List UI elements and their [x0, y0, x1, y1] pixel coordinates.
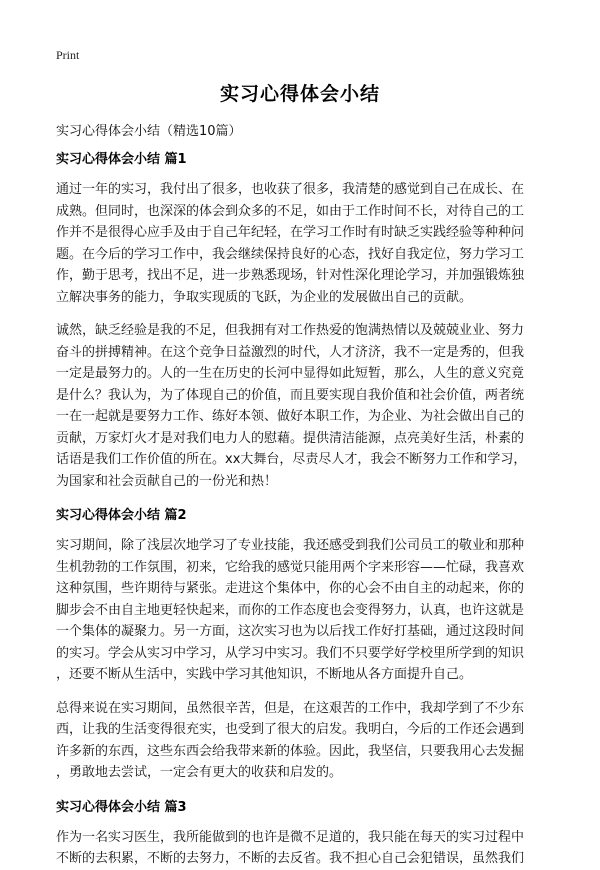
paragraph-line: 实习期间，除了浅层次地学习了专业技能，我还感受到我们公司员工的敬业和那种 [56, 538, 525, 553]
paragraph-line: 成熟。但同时，也深深的体会到众多的不足，如由于工作时间不长，对待自己的工 [56, 203, 525, 219]
page-title: 实习心得体会小结 [219, 83, 380, 105]
paragraph-line: 贡献，万家灯火才是对我们电力人的慰藉。提供清洁能源，点亮美好生活，朴素的 [56, 430, 525, 446]
print-link[interactable]: Print [56, 48, 80, 62]
paragraph-line: 作并不是很得心应手及由于自己年纪轻，在学习工作时有时缺乏实践经验等种种问 [56, 225, 525, 240]
paragraph-line: 许多新的东西，这些东西会给我带来新的体验。因此，我坚信，只要我用心去发掘 [56, 743, 525, 759]
paragraph-line: 立解决事务的能力，争取实现质的飞跃，为企业的发展做出自己的贡献。 [56, 289, 473, 305]
paragraph [56, 535, 546, 686]
paragraph-line: 不断的去积累，不断的去努力，不断的去反省。我不担心自己会犯错误，虽然我们 [56, 851, 525, 866]
paragraph-line: 一个集体的凝聚力。另一方面，这次实习也为以后找工作好打基础，通过这段时间 [56, 624, 525, 639]
paragraph-line: ，还要不断从生活中，实践中学习其他知识，不断地从各方面提升自己。 [56, 667, 473, 682]
paragraph [56, 320, 546, 492]
paragraph-line: 通过一年的实习，我付出了很多，也收获了很多，我清楚的感觉到自己在成长、在 [56, 182, 525, 197]
paragraph-line: 总得来说在实习期间，虽然很辛苦，但是，在这艰苦的工作中，我却学到了不少东 [56, 700, 525, 716]
paragraph-line: 一定是最努力的。人的一生在历史的长河中显得如此短暂，那么，人生的意义究竟 [56, 366, 525, 381]
paragraph-line: 脚步会不由自主地更轻快起来，而你的工作态度也会变得努力，认真，也许这就是 [56, 602, 525, 618]
paragraph-line: 西，让我的生活变得很充实，也受到了很大的启发。我明白，今后的工作还会遇到 [56, 722, 525, 737]
section-heading: 实习心得体会小结 篇2 [56, 508, 187, 523]
paragraph [56, 827, 546, 870]
document-subtitle: 实习心得体会小结（精选10篇） [56, 124, 242, 139]
paragraph-line: 题。在今后的学习工作中，我会继续保持良好的心态，找好自我定位，努力学习工 [56, 246, 525, 262]
section-heading: 实习心得体会小结 篇1 [56, 152, 187, 167]
paragraph-line: 这种氛围，些许期待与紧张。走进这个集体中，你的心会不由自主的动起来，你的 [56, 581, 525, 596]
paragraph-line: ，勇敢地去尝试，一定会有更大的收获和启发的。 [56, 765, 343, 780]
paragraph-line: 作为一名实习医生，我所能做到的也许是微不足道的，我只能在每天的实习过程中 [56, 829, 525, 845]
paragraph-line: 生机勃勃的工作氛围，初来，它给我的感觉只能用两个字来形容——忙碌，我喜欢 [56, 559, 525, 575]
paragraph [56, 698, 546, 784]
article-body [56, 150, 546, 870]
paragraph [56, 179, 546, 308]
paragraph-line: 诚然，缺乏经验是我的不足，但我拥有对工作热爱的饱满热情以及兢兢业业、努力 [56, 323, 525, 338]
paragraph-line: 话语是我们工作价值的所在。xx大舞台，尽责尽人才，我会不断努力工作和学习， [56, 452, 527, 467]
paragraph-line: 作，勤于思考，找出不足，进一步熟悉现场，针对性深化理论学习，并加强锻炼独 [56, 268, 525, 283]
paragraph-line: 的实习。学会从实习中学习，从学习中实习。我们不只要学好学校里所学到的知识 [56, 645, 525, 661]
paragraph-line: 是什么？我认为，为了体现自己的价值，而且要实现自我价值和社会价值，两者统 [56, 387, 525, 403]
paragraph-line: 一在一起就是要努力工作、练好本领、做好本职工作，为企业、为社会做出自己的 [56, 409, 525, 424]
section-heading: 实习心得体会小结 篇3 [56, 799, 187, 815]
paragraph-line: 奋斗的拼搏精神。在这个竞争日益激烈的时代，人才济济，我不一定是秀的，但我 [56, 344, 525, 360]
paragraph-line: 为国家和社会贡献自己的一份光和热！ [56, 473, 278, 489]
